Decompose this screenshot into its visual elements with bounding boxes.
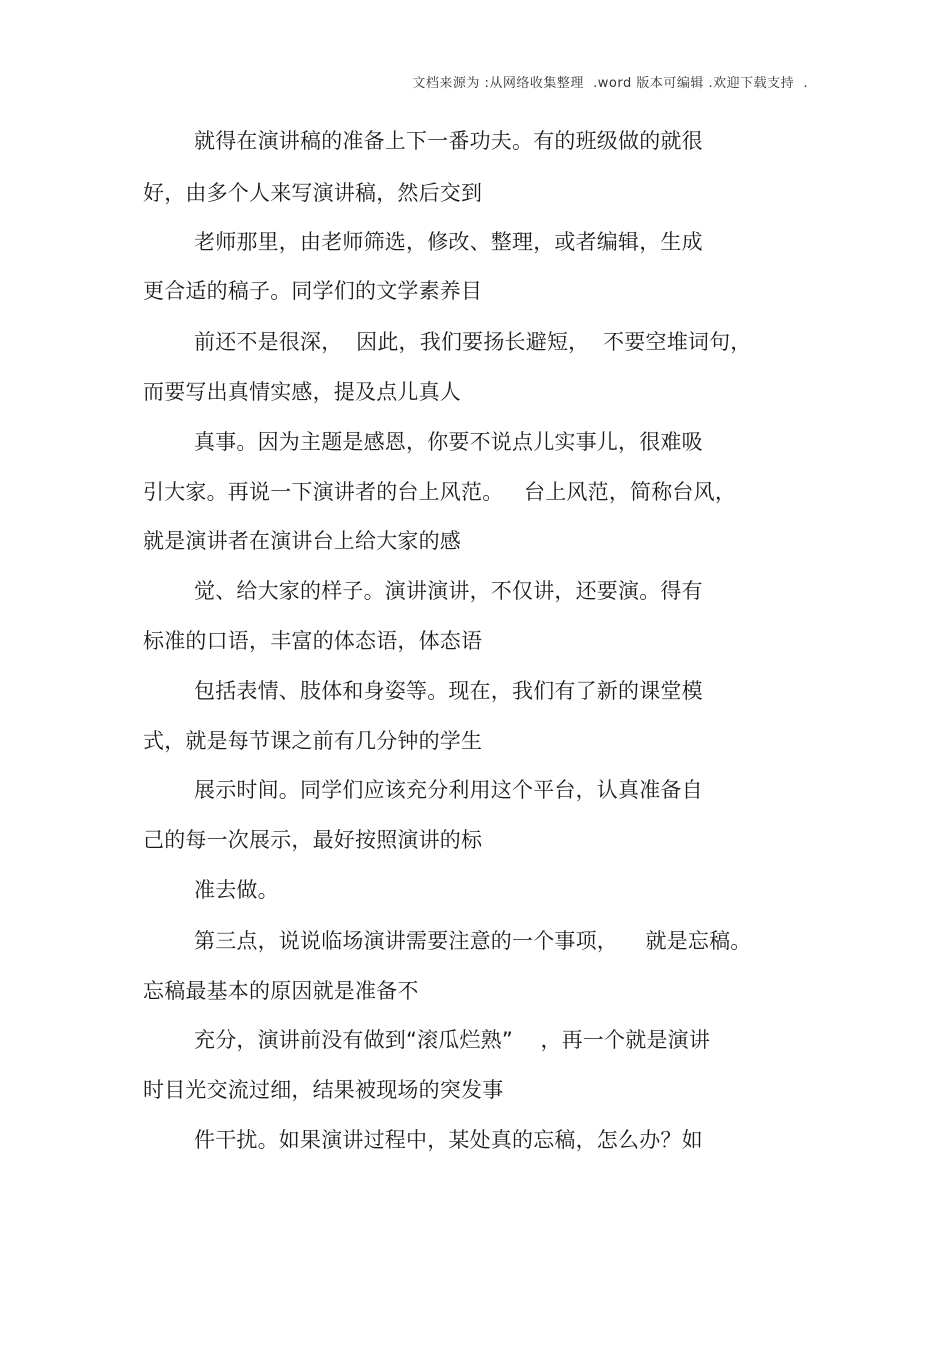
text-line: 前还不是很深， 因此，我们要扬长避短， 不要空堆词句， [194,330,752,354]
text-line: 标准的口语，丰富的体态语，体态语 [143,629,483,653]
text-line: 准去做。 [194,878,279,902]
text-line: 而要写出真情实感，提及点儿真人 [143,380,461,404]
text-line: 件干扰。如果演讲过程中，某处真的忘稿，怎么办？如 [194,1128,703,1152]
text-line: 己的每一次展示，最好按照演讲的标 [143,828,483,852]
text-line: 好，由多个人来写演讲稿，然后交到 [143,181,483,205]
text-line: 更合适的稿子。同学们的文学素养目 [143,279,483,303]
text-line: 就得在演讲稿的准备上下一番功夫。有的班级做的就很 [194,129,703,153]
text-line: 展示时间。同学们应该充分利用这个平台，认真准备自 [194,778,703,802]
text-line: 真事。因为主题是感恩，你要不说点儿实事儿，很难吸 [194,430,703,454]
text-line: 时目光交流过细，结果被现场的突发事 [143,1078,504,1102]
text-line: 第三点，说说临场演讲需要注意的一个事项， 就是忘稿。 [194,929,752,953]
text-line: 忘稿最基本的原因就是准备不 [143,979,419,1003]
text-line: 充分，演讲前没有做到“滚瓜烂熟” ，再一个就是演讲 [194,1028,711,1052]
text-line: 包括表情、肢体和身姿等。现在，我们有了新的课堂模 [194,679,703,703]
document-header: 文档来源为 :从网络收集整理 .word 版本可编辑 .欢迎下载支持 . [412,76,808,91]
text-line: 老师那里，由老师筛选，修改、整理，或者编辑，生成 [194,230,703,254]
text-line: 引大家。再说一下演讲者的台上风范。 台上风范，简称台风， [143,480,737,504]
text-line: 式，就是每节课之前有几分钟的学生 [143,729,483,753]
text-line: 就是演讲者在演讲台上给大家的感 [143,529,461,553]
text-line: 觉、给大家的样子。演讲演讲，不仅讲，还要演。得有 [194,579,703,603]
